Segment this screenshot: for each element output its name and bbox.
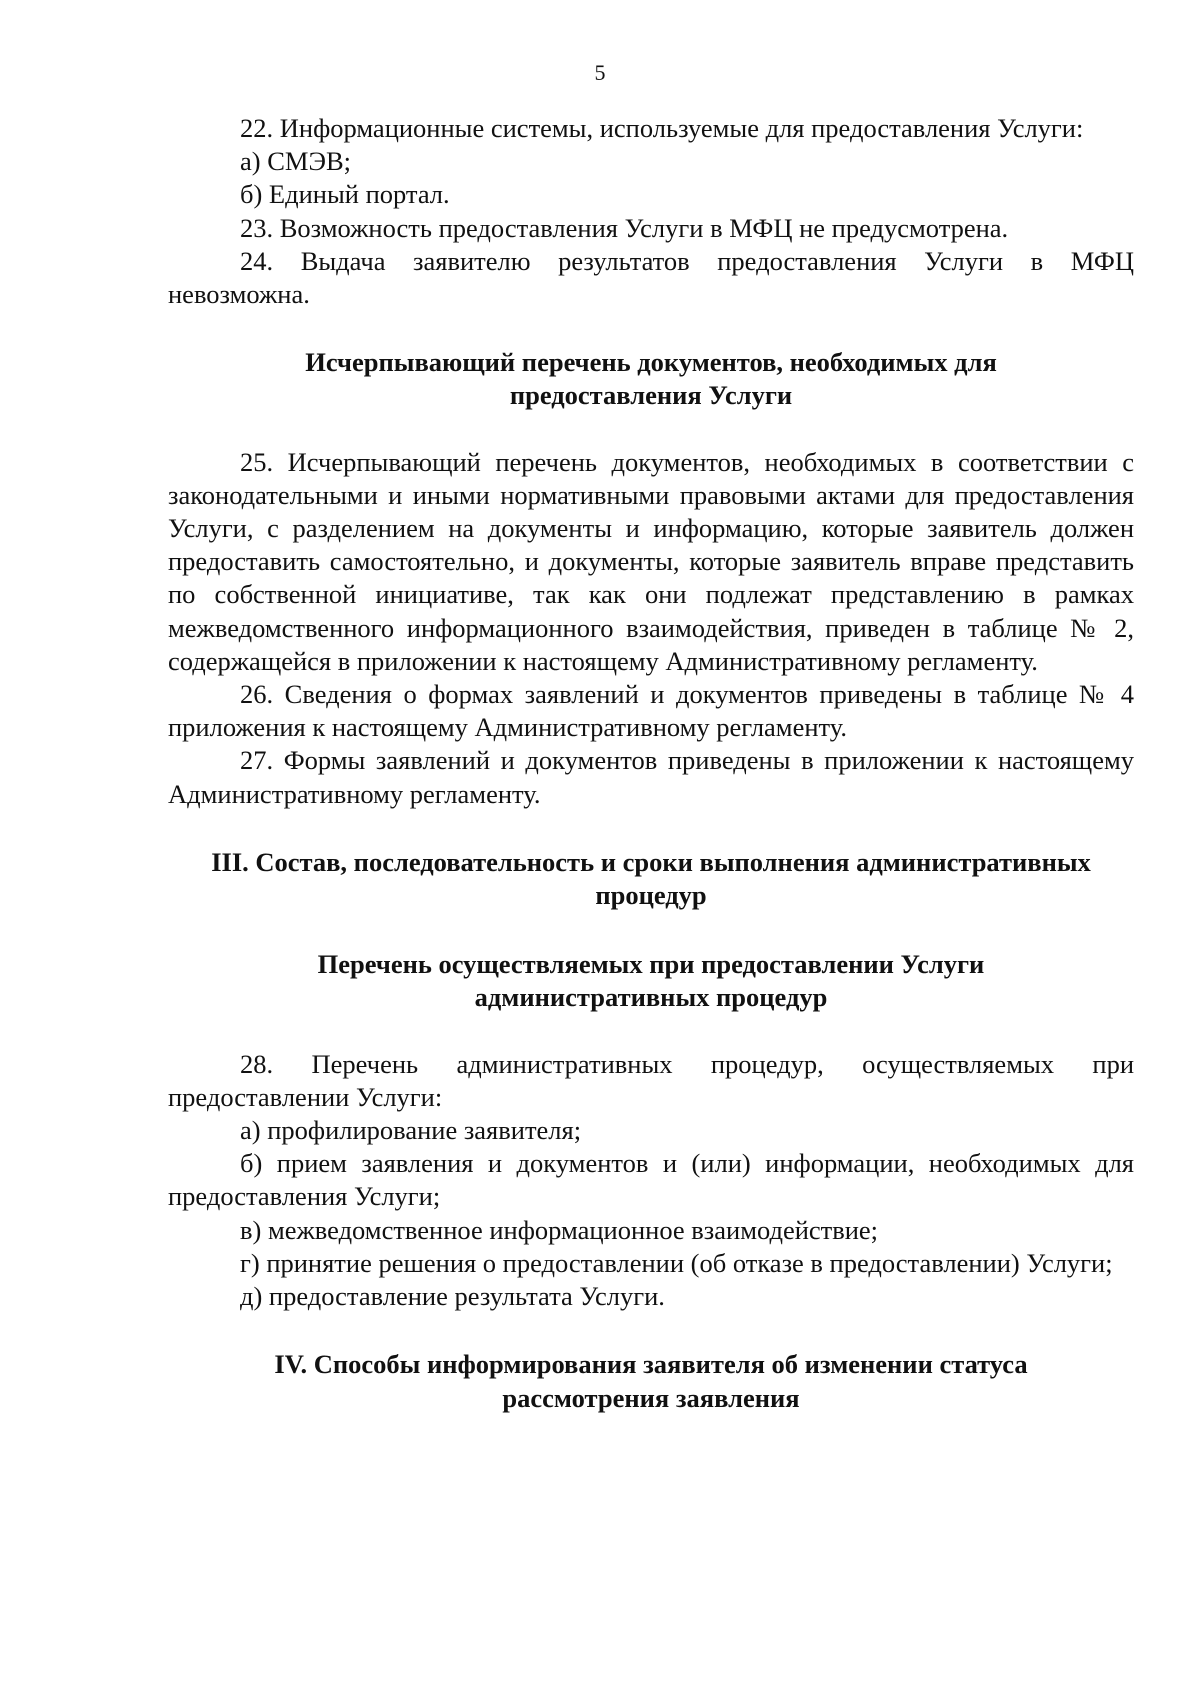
document-body <box>168 112 1134 1415</box>
paragraph-23: 23. Возможность предоставления Услуги в МФЦ не предусмотрена. <box>240 212 1009 243</box>
paragraph-28-item-e: д) предоставление результата Услуги. <box>240 1281 665 1312</box>
paragraph-22-item-a: а) СМЭВ; <box>240 146 351 177</box>
page-number: 5 <box>594 60 606 85</box>
section-3-title-line-1: III. Состав, последовательность и сроки выполнения административных <box>211 846 1091 877</box>
heading-procedures-line-2: административных процедур <box>474 982 828 1013</box>
paragraph-28-item-a: а) профилирование заявителя; <box>240 1115 582 1146</box>
paragraph-28-item-c: в) межведомственное информационное взаимодействие; <box>240 1214 879 1245</box>
paragraph-22: 22. Информационные системы, используемые для предоставления Услуги: <box>240 113 1084 143</box>
paragraph-25: 25. Исчерпывающий перечень документов, необходимых в соответствии с законодательными и иными нормативными правовыми актами для предоставления Услуги, с разделением на документы и информацию, которые заявитель должен предоставить самостоятельно, и документы, которые заявитель вправе представить по собственной инициативе, так как они подлежат представлению в рамках межведомственного информационного взаимодействия, приведен в таблице № 2, содержащейся в приложении к настоящему Административному регламенту. <box>168 446 1134 676</box>
paragraph-27: 27. Формы заявлений и документов приведены в приложении к настоящему Административному регламенту. <box>168 745 1134 809</box>
section-4-title-line-2: рассмотрения заявления <box>502 1382 800 1413</box>
paragraph-22-item-b: б) Единый портал. <box>240 179 450 210</box>
paragraph-28: 28. Перечень административных процедур, осуществляемых при предоставлении Услуги: <box>168 1048 1134 1112</box>
section-3-title-line-2: процедур <box>595 880 707 911</box>
paragraph-26: 26. Сведения о формах заявлений и документов приведены в таблице № 4 приложения к настоящему Административному регламенту. <box>168 679 1134 743</box>
heading-documents-line-1: Исчерпывающий перечень документов, необходимых для <box>305 347 997 378</box>
heading-documents-line-2: предоставления Услуги <box>509 380 793 411</box>
section-4-title-line-1: IV. Способы информирования заявителя об изменении статуса <box>274 1349 1028 1380</box>
paragraph-28-item-d: г) принятие решения о предоставлении (об отказе в предоставлении) Услуги; <box>240 1247 1113 1278</box>
paragraph-28-item-b: б) прием заявления и документов и (или) информации, необходимых для предоставления Услуги; <box>168 1148 1134 1212</box>
heading-procedures-line-1: Перечень осуществляемых при предоставлении Услуги <box>317 949 985 980</box>
paragraph-24: 24. Выдача заявителю результатов предоставления Услуги в МФЦ невозможна. <box>168 245 1134 310</box>
